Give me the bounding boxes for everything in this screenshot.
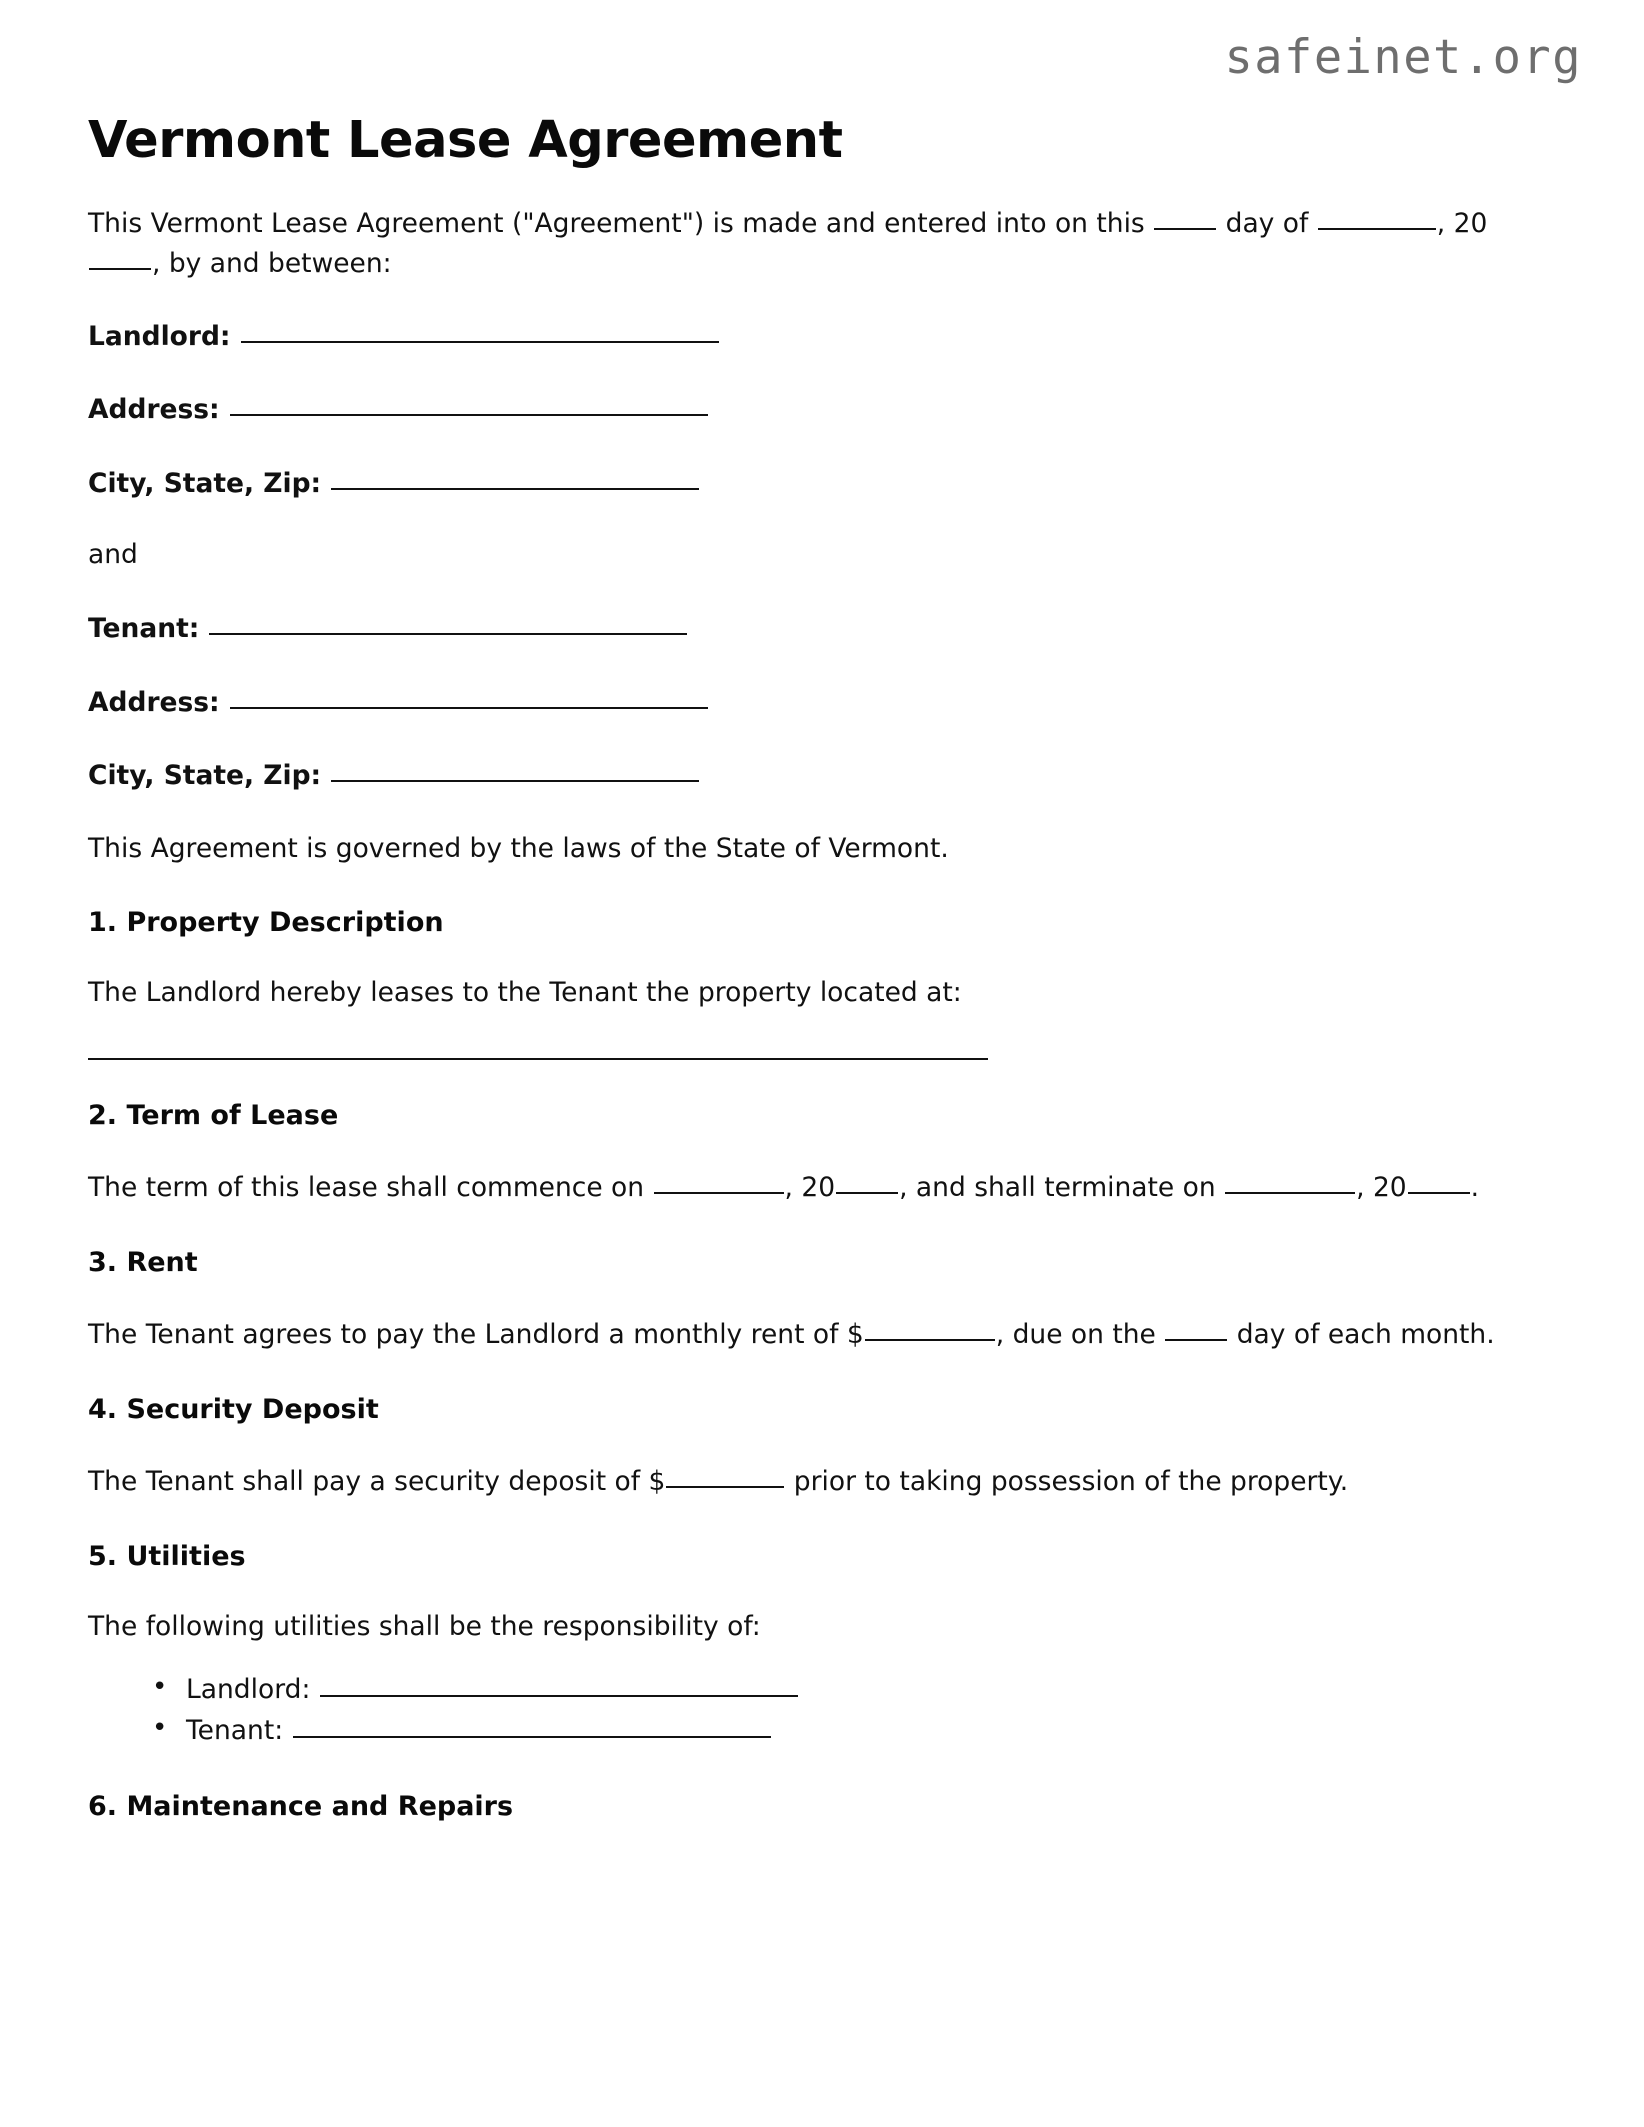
tenant-address-blank [230, 682, 708, 709]
landlord-address-label: Address: [88, 394, 220, 426]
rent-text-part3: day of each month. [1236, 1319, 1495, 1351]
section-body-rent [88, 1280, 1520, 1354]
landlord-csz-blank [331, 463, 699, 490]
deposit-text-part1: The Tenant shall pay a security deposit of $ [88, 1466, 666, 1498]
intro-month-blank [1318, 203, 1436, 230]
utilities-landlord-blank [320, 1669, 798, 1696]
landlord-name-label: Landlord: [88, 320, 231, 352]
tenant-csz-blank [331, 755, 699, 782]
utilities-responsibility-list [88, 1645, 1520, 1751]
page-title: Vermont Lease Agreement [88, 111, 843, 170]
section-body-utilities: The following utilities shall be the responsibility of: [88, 1610, 761, 1642]
tenant-csz-label: City, State, Zip: [88, 760, 322, 792]
tenant-name-field [88, 575, 1520, 649]
list-item [186, 1710, 1520, 1751]
utilities-tenant-blank [293, 1710, 771, 1737]
landlord-address-field [88, 356, 1520, 430]
rent-amount-blank [865, 1314, 995, 1341]
section-heading-rent: 3. Rent [88, 1246, 198, 1278]
landlord-name-blank [241, 316, 719, 343]
site-watermark: safeinet.org [1224, 30, 1582, 85]
rent-text-part2: , due on the [995, 1319, 1156, 1351]
intro-text-part2: day of [1225, 208, 1309, 240]
tenant-address-label: Address: [88, 686, 220, 718]
section-heading-term-of-lease: 2. Term of Lease [88, 1100, 339, 1132]
tenant-address-field [88, 649, 1520, 723]
landlord-csz-label: City, State, Zip: [88, 468, 322, 500]
intro-text-part1: This Vermont Lease Agreement ("Agreement") is made and entered into on this [88, 208, 1145, 240]
landlord-name-field [88, 283, 1520, 357]
tenant-name-label: Tenant: [88, 613, 200, 645]
tenant-name-blank [209, 608, 687, 635]
intro-text-part4: , by and between: [152, 248, 392, 280]
property-address-blank [88, 1012, 1520, 1060]
deposit-text-part2: prior to taking possession of the property. [793, 1466, 1349, 1498]
section-heading-maintenance-and-repairs: 6. Maintenance and Repairs [88, 1791, 514, 1823]
tenant-csz-field [88, 722, 1520, 796]
rent-text-part1: The Tenant agrees to pay the Landlord a monthly rent of $ [88, 1319, 864, 1351]
section-body-term-of-lease [88, 1133, 1520, 1207]
section-heading-security-deposit: 4. Security Deposit [88, 1393, 379, 1425]
intro-text-part3: , 20 [1436, 208, 1488, 240]
section-heading-property-description: 1. Property Description [88, 907, 444, 939]
governing-law-paragraph: This Agreement is governed by the laws of the State of Vermont. [88, 832, 949, 864]
section-body-security-deposit [88, 1427, 1520, 1501]
term-text-part1: The term of this lease shall commence on [88, 1172, 645, 1204]
intro-paragraph [88, 169, 1520, 283]
list-item [186, 1669, 1520, 1710]
term-end-month-blank [1225, 1167, 1355, 1194]
term-end-year-blank [1408, 1167, 1470, 1194]
section-body-property-description: The Landlord hereby leases to the Tenant the property located at: [88, 977, 962, 1009]
term-start-month-blank [654, 1167, 784, 1194]
section-heading-utilities: 5. Utilities [88, 1540, 246, 1572]
landlord-csz-field [88, 430, 1520, 504]
document-content [88, 0, 1520, 1824]
deposit-amount-blank [666, 1461, 784, 1488]
term-text-part5: . [1470, 1172, 1480, 1204]
utilities-landlord-label: Landlord: [186, 1674, 311, 1706]
intro-year-blank [89, 243, 151, 270]
rent-due-day-blank [1165, 1314, 1227, 1341]
term-text-part3: , and shall terminate on [899, 1172, 1216, 1204]
parties-conjunction: and [88, 539, 138, 571]
intro-day-blank [1154, 203, 1216, 230]
term-text-part4: , 20 [1356, 1172, 1407, 1204]
term-text-part2: , 20 [784, 1172, 836, 1204]
term-start-year-blank [836, 1167, 898, 1194]
landlord-address-blank [230, 389, 708, 416]
utilities-tenant-label: Tenant: [186, 1715, 284, 1747]
